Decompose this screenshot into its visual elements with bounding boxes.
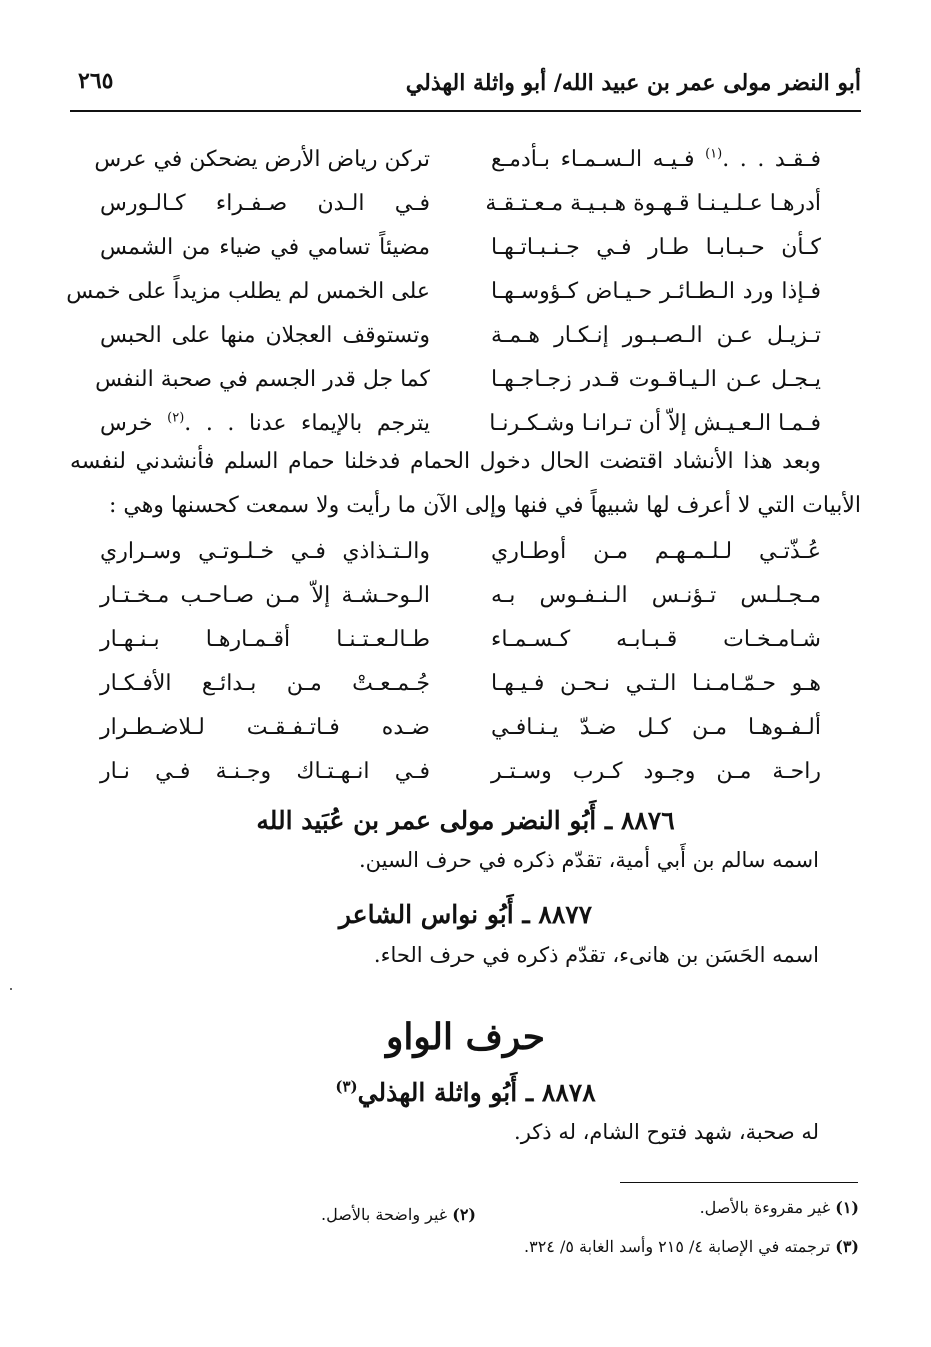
verse-row	[100, 574, 821, 618]
hemistich-second: ضـده فـاتـفـقـت لـلاضـطـرار	[100, 715, 430, 740]
hemistich-second: تركن رياض الأرض يضحكن في عرس	[94, 147, 430, 172]
hemistich-first: أدرهـا عـلـيـنـا قـهـوة هـبـيـة مـعـتـقـة	[485, 191, 821, 216]
scan-speck	[10, 988, 12, 990]
footnote-mark: (٣)	[335, 1077, 358, 1096]
hemistich-first: هـو حـمّـامـنـا الـتـي نـحـن فـيـهـا	[491, 671, 821, 696]
hemistich-first: كـأن حـبـابـا طـار فـي جـنـبـاتـهـا	[491, 235, 821, 260]
hemistich-second: وتستوقف العجلان منها على الحبس	[100, 323, 430, 348]
verse-row	[100, 226, 821, 270]
hemistich-first: راحـة مـن وجـود كـرب وسـتـر	[491, 759, 821, 784]
footnote: (٢) غير واضحة بالأصل.	[321, 1205, 476, 1224]
footnote-rule	[620, 1182, 858, 1183]
page-number: ٢٦٥	[78, 68, 114, 94]
hemistich-second: طـالـعـتـنـا أقـمـارهـا بـنـهـار	[100, 627, 430, 652]
verse-row	[100, 618, 821, 662]
hemistich-second: يترجم بالإيماء عدنا . . .$^{(٢)}$ خرس	[100, 410, 430, 436]
hemistich-first: فـقـد . . .$^{(١)}$ فـيـه الـسـمـاء بـأدمـع	[491, 146, 821, 172]
verse-row	[100, 750, 821, 794]
verse-row	[100, 530, 821, 574]
hemistich-second: والـتـذاذي فـي خـلـوتـي وسـراري	[100, 539, 430, 564]
hemistich-first: تـزيـل عـن الـصـبـور إنـكـار هـمـة	[491, 323, 821, 348]
footnote: (١) غير مقروءة بالأصل.	[699, 1198, 859, 1217]
footnote: (٣) ترجمته في الإصابة ٤/ ٢١٥ وأسد الغابة ٥/ ٣٢٤.	[524, 1237, 859, 1256]
verse-row	[100, 706, 821, 750]
entry-heading: ٨٨٧٧ ـ أَبُو نواس الشاعر	[338, 900, 593, 929]
running-title: أبو النضر مولى عمر بن عبيد الله/ أبو واثلة الهذلي	[405, 70, 861, 96]
hemistich-first: مـجـلـس تـؤنـس الـنـفـوس بـه	[491, 583, 821, 608]
hemistich-first: شـامـخـات قـبـابـه كـسـمـاء	[491, 627, 821, 652]
header-rule	[70, 110, 861, 112]
entry-heading: ٨٨٧٦ ـ أَبُو النضر مولى عمر بن عُبَيد الله	[256, 806, 675, 835]
verse-row	[100, 662, 821, 706]
verse-row	[94, 138, 821, 182]
hemistich-second: جُـمـعـتْ مـن بـدائـع الأفـكـار	[100, 671, 430, 696]
poem-1	[66, 138, 821, 446]
hemistich-second: فـي انـهـتـاك وجـنـة فـي نـار	[100, 759, 430, 784]
entry-text: اسمه سالم بن أَبي أمية، تقدّم ذكره في حرف السين.	[358, 848, 819, 872]
poem-2	[100, 530, 821, 794]
hemistich-first: فـمـا الـعـيـش إلاّ أن تـرانـا وشـكـرنـا	[489, 411, 821, 436]
prose-paragraph	[70, 440, 861, 528]
verse-row	[100, 182, 821, 226]
hemistich-second: على الخمس لم يطلب مزيداً على خمس	[66, 279, 430, 304]
footnote-mark: (١)	[705, 146, 723, 162]
hemistich-first: فـإذا ورد الـطـائـر حـيـاض كـؤوسـهـا	[491, 279, 821, 304]
hemistich-first: ألـفـوهـا مـن كـل ضـدّ يـنـافـي	[491, 715, 821, 740]
verse-row	[66, 270, 821, 314]
entry-text: له صحبة، شهد فتوح الشام، له ذكر.	[514, 1120, 819, 1144]
hemistich-second: مضيئاً تسامي في ضياء من الشمس	[100, 235, 430, 260]
hemistich-first: عُـذّتـي لـلـمـهـم مـن أوطـاري	[491, 539, 821, 564]
section-title: حرف الواو	[386, 1016, 545, 1058]
verse-row	[100, 314, 821, 358]
hemistich-first: يـجـل عـن الـيـاقـوت قـدر زجـاجـهـا	[491, 367, 821, 392]
hemistich-second: كما جل قدر الجسم في صحبة النفس	[95, 367, 430, 392]
hemistich-second: الـوحـشـة إلاّ مـن صـاحـب مـخـتـار	[100, 583, 430, 608]
entry-heading: ٨٨٧٨ ـ أَبُو واثلة الهذلي$^{(٣)}$	[335, 1077, 596, 1107]
paragraph-text: وبعد هذا الأنشاد اقتضت الحال دخول الحمام فدخلنا حمام السلم فأنشدني لنفسه الأبيات التي لا أعرف لها شبيهاً في فنها وإلى الآن ما رأيت ولا سمعت كحسنها وهي :	[70, 449, 861, 518]
hemistich-second: فـي الـدن صـفـراء كـالـورس	[100, 191, 430, 216]
footnote-mark: (٢)	[167, 410, 185, 426]
verse-row	[95, 358, 821, 402]
entry-text: اسمه الحَسَن بن هانىء، تقدّم ذكره في حرف الحاء.	[373, 943, 819, 967]
page-header	[70, 62, 861, 106]
